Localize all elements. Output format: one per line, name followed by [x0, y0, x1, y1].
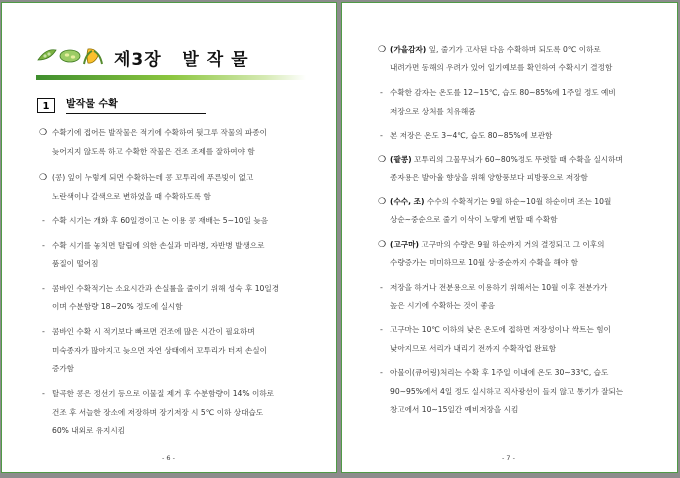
- chapter-title: 제3장 발 작 물: [114, 50, 249, 70]
- paragraph-marker: ❍: [378, 197, 387, 207]
- paragraph-term: (팥콩): [390, 155, 412, 164]
- paragraph-line: 수확 시기를 놓치면 탈립에 의한 손실과 미라병, 자반병 발생으로: [52, 241, 265, 250]
- corn-icon: [84, 49, 102, 64]
- paragraph-marker: -: [42, 327, 45, 336]
- paragraph-marker: -: [380, 368, 383, 377]
- paragraph-line: 늦어지지 않도록 하고 수확한 작물은 건조 조제를 잘하여야 함: [52, 147, 255, 156]
- paragraph-line: 본 저장은 온도 3~4℃, 습도 80~85%에 보관함: [390, 131, 553, 140]
- section-title: 발작물 수확: [66, 98, 206, 114]
- paragraph-line: 60% 내외로 유지시킴: [52, 426, 126, 435]
- paragraph-marker: -: [42, 216, 45, 225]
- title-underline-bar: [36, 75, 306, 80]
- paragraph-line: 미숙종자가 많아지고 늦으면 자연 상태에서 꼬투리가 터져 손실이: [52, 346, 267, 355]
- paragraph-marker: -: [42, 389, 45, 398]
- page-number: - 7 -: [502, 454, 515, 462]
- paragraph-marker: -: [380, 283, 383, 292]
- paragraph-term: (고구마): [390, 240, 419, 249]
- paragraph-marker: -: [42, 241, 45, 250]
- paragraph-line: 창고에서 10~15일간 예비저장을 시킴: [390, 405, 519, 414]
- paragraph-line: [390, 155, 623, 165]
- paragraph-line: [390, 45, 601, 55]
- paragraph-line: 콤바인 수확 시 적기보다 빠르면 건조에 많은 시간이 필요하며: [52, 327, 255, 336]
- paragraph-marker: -: [380, 88, 383, 97]
- paragraph-line: [390, 240, 604, 250]
- paragraph-line: 콤바인 수확적기는 소요시간과 손실률을 줄이기 위해 성숙 후 10일경: [52, 284, 280, 293]
- paragraph-line: 종자용은 발아율 향상을 위해 양항풍보다 피방풍으로 저장함: [390, 173, 588, 182]
- paragraph-marker: -: [42, 284, 45, 293]
- paragraph-marker: ❍: [378, 45, 387, 55]
- paragraph-line: 건조 후 서늘한 장소에 저장하며 장기저장 시 5℃ 이하 상대습도: [52, 408, 264, 417]
- paragraph-line: 저장으로 상처를 치유해줌: [390, 107, 476, 116]
- paragraph-line: (콩) 잎이 누렇게 되면 수확하는데 콩 꼬투리에 푸른빛이 없고: [52, 173, 254, 182]
- paragraph-marker: -: [380, 131, 383, 140]
- bean-icon: [60, 50, 80, 62]
- paragraph-line: 아물이(큐어링)처리는 수확 후 1주일 이내에 온도 30~33℃, 습도: [390, 368, 609, 377]
- page-number: - 6 -: [162, 454, 175, 462]
- paragraph-line: 수확한 감자는 온도를 12~15℃, 습도 80~85%에 1주일 정도 예비: [390, 88, 616, 97]
- paragraph-line: 내려가면 동해의 우려가 있어 일기예보를 확인하여 수확시기 결정함: [390, 63, 613, 72]
- paragraph-term: (수수, 조): [390, 197, 425, 206]
- paragraph-line: [390, 197, 611, 207]
- section-number: 1: [37, 98, 55, 113]
- paragraph-marker: ❍: [39, 173, 48, 183]
- document-page-left: [1, 2, 337, 473]
- paragraph-line: 수량증가는 미미하므로 10월 상·중순까지 수확을 해야 함: [390, 258, 578, 267]
- paragraph-line: 품질이 떨어짐: [52, 259, 99, 268]
- paragraph-line: 높은 시기에 수확하는 것이 좋음: [390, 301, 496, 310]
- paragraph-marker: ❍: [39, 128, 48, 138]
- paragraph-text: 고구마의 수량은 9월 하순까지 거의 결정되고 그 이후의: [421, 240, 605, 249]
- paragraph-line: 노란색이나 갈색으로 변하였을 때 수확하도록 함: [52, 192, 211, 201]
- paragraph-line: 고구마는 10℃ 이하의 낮은 온도에 접하면 저장성이나 싹트는 힘이: [390, 325, 611, 334]
- paragraph-line: 이며 수분함량 18~20% 정도에 실시함: [52, 302, 183, 311]
- vegetable-icons: [36, 46, 104, 66]
- paragraph-text: 잎, 줄기가 고사된 다음 수확하며 되도록 0℃ 이하로: [428, 45, 601, 54]
- paragraph-marker: ❍: [378, 240, 387, 250]
- paragraph-line: 저장을 하거나 전분용으로 이용하기 위해서는 10월 이후 전분가가: [390, 283, 608, 292]
- paragraph-line: 수확 시기는 개화 후 60일경이고 논 이용 콩 재배는 5~10일 늦음: [52, 216, 269, 225]
- paragraph-term: (가을감자): [390, 45, 427, 54]
- paragraph-line: 탈곡한 콩은 정선기 등으로 이물질 제거 후 수분함량이 14% 이하로: [52, 389, 274, 398]
- paragraph-line: 90~95%에서 4일 정도 실시하고 직사광선이 들지 않고 통기가 잘되는: [390, 387, 624, 396]
- paragraph-line: 낮아지므로 서리가 내리기 전까지 수확작업 완료함: [390, 344, 557, 353]
- paragraph-text: 수수의 수확적기는 9월 하순~10월 하순이며 조는 10월: [426, 197, 612, 206]
- paragraph-line: 상순~중순으로 줄기 이삭이 노랗게 변할 때 수확함: [390, 215, 558, 224]
- paragraph-marker: -: [380, 325, 383, 334]
- document-page-right: [341, 2, 678, 473]
- paragraph-text: 꼬투리의 그물무늬가 60~80%정도 뚜렷할 때 수확을 실시하며: [414, 155, 623, 164]
- paragraph-marker: ❍: [378, 155, 387, 165]
- pea-pod-icon: [38, 50, 56, 60]
- paragraph-line: 증가함: [52, 364, 75, 373]
- paragraph-line: 수확기에 접어든 발작물은 적기에 수확하여 뒷그루 작물의 파종이: [52, 128, 267, 137]
